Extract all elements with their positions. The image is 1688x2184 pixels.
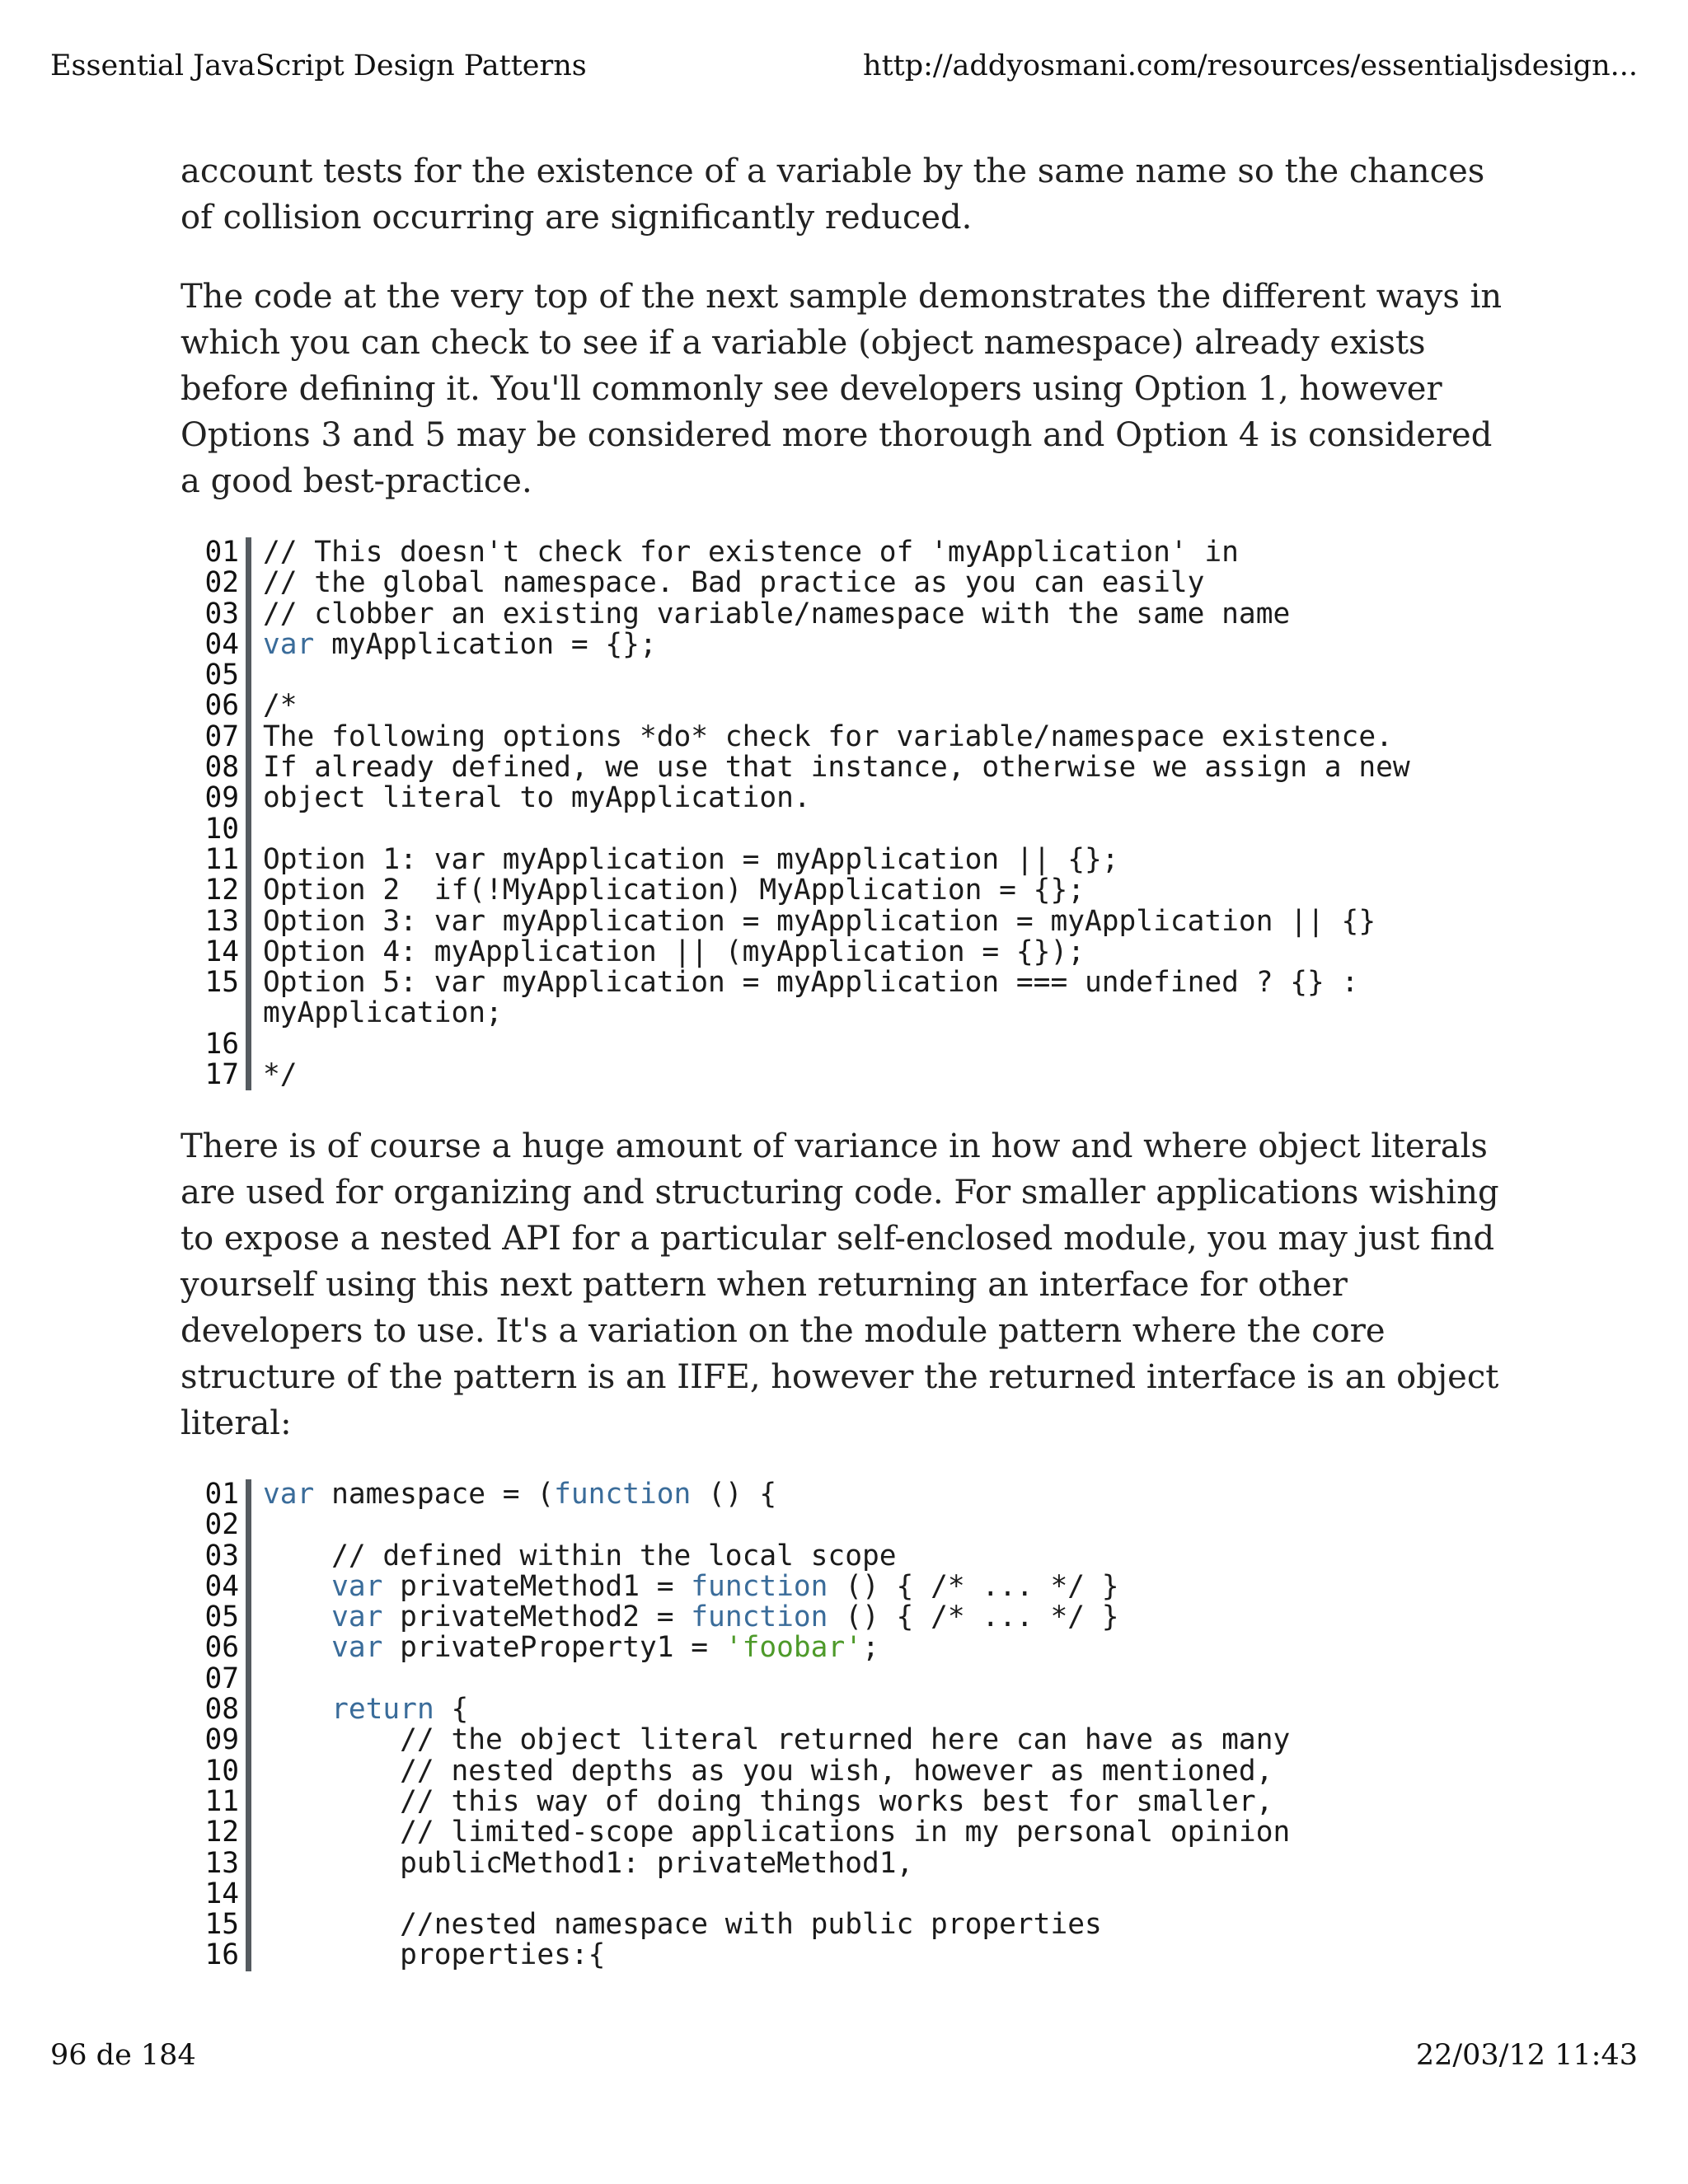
code-token: Option 2 if(!MyApplication) MyApplication = {};: [263, 874, 1085, 907]
code-line: [191, 1479, 1477, 1510]
body-paragraph-1: account tests for the existence of a variable by the same name so the chances of collision occurring are significantly reduced.: [181, 152, 1485, 237]
code-line: [191, 1661, 1477, 1695]
code-line: [191, 1910, 1477, 1940]
code-token: // clobber an existing variable/namespace with the same name: [263, 597, 1291, 630]
code-token: {: [434, 1693, 469, 1727]
code-token: () { /* ... */ }: [828, 1569, 1119, 1603]
line-number: 11: [191, 845, 251, 875]
line-number: 01: [191, 1479, 251, 1510]
code-text: [251, 1817, 1290, 1848]
code-keyword: var: [331, 1601, 383, 1634]
code-keyword: function: [691, 1569, 828, 1603]
code-token: myApplication = {};: [314, 627, 657, 661]
line-number: 09: [191, 1725, 251, 1755]
code-line: [191, 842, 1477, 876]
code-text: [251, 568, 1204, 598]
code-token: [263, 1570, 331, 1603]
line-number: 10: [191, 1756, 251, 1787]
code-token: // defined within the local scope: [263, 1539, 897, 1572]
code-text: [251, 1479, 776, 1510]
line-number: 10: [191, 814, 251, 845]
line-number: 02: [191, 568, 251, 598]
code-line: [191, 875, 1477, 906]
body-paragraph-3: There is of course a huge amount of variance in how and where object literals are used for organizing and structuring code. For smaller applications wishing to expose a nested API for a particular self-enclosed module, you may just find yourself using this next pattern when returning an interface for other developers to use. It's a variation on the module pattern where the core structure of the pattern is an IIFE, however the returned interface is an object literal:: [181, 1127, 1499, 1442]
code-token: () {: [691, 1478, 777, 1511]
line-number: 07: [191, 722, 251, 752]
code-token: privateMethod1 =: [382, 1569, 692, 1603]
code-line: [191, 1569, 1477, 1603]
line-number: 11: [191, 1787, 251, 1817]
code-text: [251, 1910, 1102, 1940]
line-number: 09: [191, 783, 251, 813]
code-text: [251, 1060, 298, 1090]
code-keyword: var: [263, 627, 315, 661]
line-number: 04: [191, 630, 251, 660]
code-text: [251, 937, 1085, 968]
code-token: [263, 1693, 331, 1726]
code-block-iife-namespace: [191, 1479, 1477, 1971]
code-token: /*: [263, 689, 298, 723]
code-line: [191, 904, 1477, 938]
code-line: [191, 1541, 1477, 1572]
code-line: [191, 1602, 1477, 1633]
line-number: 12: [191, 1817, 251, 1848]
code-line: [191, 1784, 1477, 1818]
code-line: [191, 752, 1477, 783]
code-line: [191, 1846, 1477, 1880]
code-token: [263, 1631, 331, 1664]
line-number: 08: [191, 752, 251, 783]
line-number: 02: [191, 1510, 251, 1540]
line-number: 15: [191, 1910, 251, 1940]
code-token: The following options *do* check for variable/namespace existence.: [263, 719, 1393, 753]
line-number: 05: [191, 1602, 251, 1633]
code-text: [251, 1694, 468, 1725]
page-footer-datetime: 22/03/12 11:43: [1415, 2039, 1638, 2072]
code-text: [251, 660, 280, 691]
code-text: [251, 842, 1119, 876]
code-text: [251, 814, 280, 845]
line-number: 06: [191, 691, 251, 721]
code-token: Option 1: var myApplication = myApplication || {};: [263, 842, 1119, 876]
page-header-url[interactable]: http://addyosmani.com/resources/essentialjsdesign...: [863, 49, 1638, 82]
line-number: 01: [191, 537, 251, 568]
code-text: [251, 1602, 1119, 1633]
code-keyword: function: [554, 1478, 692, 1511]
code-token: // the global namespace. Bad practice as you can easily: [263, 566, 1205, 600]
code-token: // nested depths as you wish, however as mentioned,: [263, 1754, 1273, 1788]
line-number: [191, 998, 251, 1029]
code-token: privateProperty1 =: [382, 1631, 725, 1665]
code-line: [191, 568, 1477, 598]
code-token: // the object literal returned here can have as many: [263, 1723, 1291, 1757]
code-text: [251, 1541, 897, 1572]
code-token: Option 4: myApplication || (myApplication = {});: [263, 935, 1085, 968]
code-token: // limited-scope applications in my personal opinion: [263, 1816, 1291, 1849]
code-line: [191, 1879, 1477, 1910]
code-token: ;: [862, 1631, 879, 1665]
code-text: [251, 719, 1393, 753]
code-line: [191, 719, 1477, 753]
line-number: 15: [191, 968, 251, 998]
code-line: [191, 1725, 1477, 1755]
page-header-title: Essential JavaScript Design Patterns: [50, 49, 587, 82]
code-text: [251, 627, 657, 661]
code-text: [251, 1510, 280, 1540]
line-number: 13: [191, 907, 251, 937]
code-text: [251, 1569, 1119, 1603]
line-number: 12: [191, 875, 251, 906]
code-token: Option 5: var myApplication = myApplication === undefined ? {} :: [263, 966, 1359, 1000]
code-text: [251, 1784, 1273, 1818]
code-line: [191, 1029, 1477, 1060]
code-keyword: var: [263, 1478, 315, 1511]
code-line: [191, 660, 1477, 691]
line-number: 07: [191, 1664, 251, 1694]
code-text: [251, 1940, 605, 1971]
code-keyword: var: [331, 1569, 383, 1603]
code-line: [191, 1633, 1477, 1663]
code-token: // This doesn't check for existence of 'myApplication' in: [263, 536, 1239, 569]
code-token: // this way of doing things works best for smaller,: [263, 1784, 1273, 1818]
line-number: 13: [191, 1849, 251, 1879]
code-text: [251, 1756, 1273, 1787]
body-paragraph-2: The code at the very top of the next sample demonstrates the different ways in which you can check to see if a variable (object namespace) already exists before defining it. You'll commonly see developers using Option 1, however Options 3 and 5 may be considered more thorough and Option 4 is considered a good best-practice.: [181, 278, 1503, 500]
code-text: [251, 1879, 280, 1910]
code-keyword: var: [331, 1631, 383, 1665]
code-text: [251, 998, 503, 1029]
line-number: 14: [191, 937, 251, 968]
code-text: [251, 783, 811, 813]
code-token: () { /* ... */ }: [828, 1601, 1119, 1634]
code-token: Option 3: var myApplication = myApplication = myApplication || {}: [263, 904, 1376, 938]
code-line: [191, 968, 1477, 998]
line-number: 06: [191, 1633, 251, 1663]
code-line: [191, 1940, 1477, 1971]
code-text: [251, 691, 298, 721]
code-text: [251, 599, 1290, 630]
code-text: [251, 1664, 280, 1694]
code-line: [191, 691, 1477, 721]
code-text: [251, 1029, 280, 1060]
line-number: 16: [191, 1940, 251, 1971]
code-line: [191, 783, 1477, 813]
code-keyword: return: [331, 1693, 434, 1727]
line-number: 17: [191, 1060, 251, 1090]
line-number: 05: [191, 660, 251, 691]
line-number: 03: [191, 599, 251, 630]
code-token: publicMethod1: privateMethod1,: [263, 1846, 914, 1880]
code-keyword: function: [691, 1601, 828, 1634]
code-line: [191, 1510, 1477, 1540]
code-line: [191, 1060, 1477, 1090]
line-number: 08: [191, 1694, 251, 1725]
code-token: privateMethod2 =: [382, 1601, 692, 1634]
code-text: [251, 537, 1239, 568]
code-text: [251, 904, 1376, 938]
code-text: [251, 875, 1085, 906]
code-line: [191, 1817, 1477, 1848]
code-text: [251, 1846, 914, 1880]
code-text: [251, 752, 1410, 783]
code-line: [191, 814, 1477, 845]
code-line: [191, 937, 1477, 968]
code-token: object literal to myApplication.: [263, 781, 811, 815]
code-line: [191, 599, 1477, 630]
line-number: 14: [191, 1879, 251, 1910]
code-text: [251, 1633, 879, 1663]
code-token: */: [263, 1058, 298, 1092]
code-line: [191, 998, 1477, 1029]
code-token: [263, 1601, 331, 1633]
code-block-namespace-options: [191, 537, 1477, 1090]
page-footer-page-number: 96 de 184: [50, 2039, 196, 2072]
code-token: namespace = (: [314, 1478, 555, 1511]
code-token: //nested namespace with public properties: [263, 1908, 1102, 1942]
code-token: myApplication;: [263, 996, 503, 1030]
code-string: 'foobar': [724, 1631, 862, 1665]
line-number: 03: [191, 1541, 251, 1572]
code-token: If already defined, we use that instance, otherwise we assign a new: [263, 751, 1410, 785]
code-token: properties:{: [263, 1938, 606, 1972]
code-line: [191, 627, 1477, 661]
line-number: 04: [191, 1572, 251, 1602]
code-text: [251, 1725, 1290, 1755]
code-line: [191, 1694, 1477, 1725]
code-line: [191, 537, 1477, 568]
line-number: 16: [191, 1029, 251, 1060]
code-text: [251, 968, 1358, 998]
code-line: [191, 1756, 1477, 1787]
